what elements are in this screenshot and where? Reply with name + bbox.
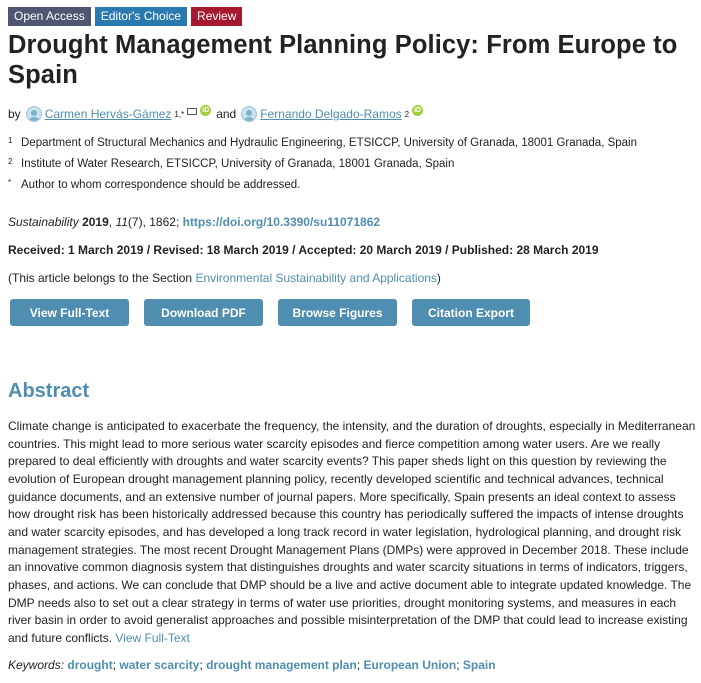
abstract-text — [8, 418, 698, 648]
journal-name: Sustainability — [8, 215, 79, 229]
keyword-separator: ; — [456, 658, 460, 672]
keywords-line — [8, 658, 496, 672]
mail-icon[interactable] — [187, 108, 197, 115]
affiliation-number: 1 — [8, 136, 13, 145]
keywords-label: Keywords: — [8, 658, 65, 672]
keyword-link[interactable]: water scarcity — [119, 658, 200, 672]
open-access-badge[interactable]: Open Access — [8, 7, 91, 26]
orcid-icon[interactable]: iD — [202, 106, 210, 114]
affiliation-number: * — [8, 178, 12, 187]
view-full-text-button[interactable]: View Full-Text — [10, 299, 129, 326]
affiliation-2 — [8, 158, 454, 170]
author-avatar-icon — [241, 106, 257, 122]
affiliation-number: 2 — [8, 157, 13, 166]
keyword-separator: ; — [356, 658, 361, 672]
author-link-1[interactable]: Carmen Hervás-Gámez — [44, 107, 172, 121]
section-note-suffix: ) — [436, 271, 441, 285]
author-1-superscript: 1,* — [174, 109, 185, 119]
keyword-separator: ; — [112, 658, 117, 672]
orcid-icon[interactable]: iD — [414, 106, 422, 114]
section-link[interactable]: Environmental Sustainability and Applications — [195, 271, 437, 285]
keyword-separator: ; — [199, 658, 203, 672]
view-full-text-link[interactable]: View Full-Text — [115, 630, 190, 645]
citation-export-button[interactable]: Citation Export — [412, 299, 530, 326]
affiliation-1 — [8, 137, 637, 149]
author-link-2[interactable]: Fernando Delgado-Ramos — [260, 107, 402, 121]
badge-row — [8, 7, 242, 26]
affiliation-text: Author to whom correspondence should be addressed. — [21, 179, 301, 191]
publication-history: Received: 1 March 2019 / Revised: 18 March 2019 / Accepted: 20 March 2019 / Published: 28 March 2019 — [8, 243, 599, 257]
keyword-link[interactable]: drought — [67, 658, 113, 672]
author-list — [8, 106, 423, 122]
download-pdf-button[interactable]: Download PDF — [144, 299, 263, 326]
browse-figures-button[interactable]: Browse Figures — [278, 299, 397, 326]
section-note-prefix: (This article belongs to the Section — [8, 271, 196, 285]
citation-line: Sustainability 2019, 11(7), 1862; https://doi.org/10.3390/su11071862 — [8, 215, 381, 229]
citation-volume: 11 — [115, 215, 128, 229]
by-label: by — [8, 107, 21, 121]
abstract-heading: Abstract — [8, 380, 90, 402]
and-label: and — [216, 107, 237, 121]
action-buttons — [10, 299, 530, 326]
citation-issue: (7) — [127, 215, 143, 229]
author-avatar-icon — [26, 106, 42, 122]
keyword-link[interactable]: drought management plan — [206, 658, 357, 672]
doi-link[interactable]: https://doi.org/10.3390/su11071862 — [182, 215, 381, 229]
citation-pages: , 1862; — [142, 215, 183, 229]
section-note — [8, 271, 441, 285]
affiliation-text: Institute of Water Research, ETSICCP, University of Granada, 18001 Granada, Spain — [21, 158, 455, 170]
author-2-superscript: 2 — [404, 109, 410, 119]
editors-choice-badge[interactable]: Editor's Choice — [95, 7, 187, 26]
article-title: Drought Management Planning Policy: From Europe to Spain — [8, 31, 678, 89]
review-badge[interactable]: Review — [191, 7, 242, 26]
abstract-body: Climate change is anticipated to exacerbate the frequency, the intensity, and the duration of droughts, especially in Mediterranean countries. This might lead to more serious water scarcity episodes and fierce competition among water users. Are we really prepared to deal efficiently with droughts and water scarcity events? This paper sheds light on this question by reviewing the evolution of European drought management planning policy, recently developed scientific and technical advances, technical guidance documents, and an extensive number of journal papers. More specifically, Spain presents an ideal context to assess how drought risk has been historically addressed because this country has periodically suffered the impacts of intense droughts and water scarcity episodes, and has developed a long track record in water legislation, hydrological planning, and drought risk management strategies. The most recent Drought Management Plans (DMPs) were approved in December 2018. These include an innovative common diagnosis system that distinguishes droughts and water scarcity situations in terms of indicators, triggers, phases, and actions. We can conclude that DMP should be a live and active document able to integrate updated knowledge. The DMP needs also to set out a clear strategy in terms of water use priorities, drought monitoring systems, and measures in each river basin in order to avoid generalist approaches and possible misinterpretation of the DMP that could lead to increase existing and future conflicts. — [8, 419, 696, 645]
citation-year: 2019 — [82, 215, 109, 229]
keyword-link[interactable]: European Union — [363, 658, 457, 672]
keyword-link[interactable]: Spain — [462, 658, 496, 672]
correspondence-note — [8, 179, 300, 191]
affiliation-text: Department of Structural Mechanics and Hydraulic Engineering, ETSICCP, University of Granada, 18001 Granada, Spain — [21, 137, 637, 149]
